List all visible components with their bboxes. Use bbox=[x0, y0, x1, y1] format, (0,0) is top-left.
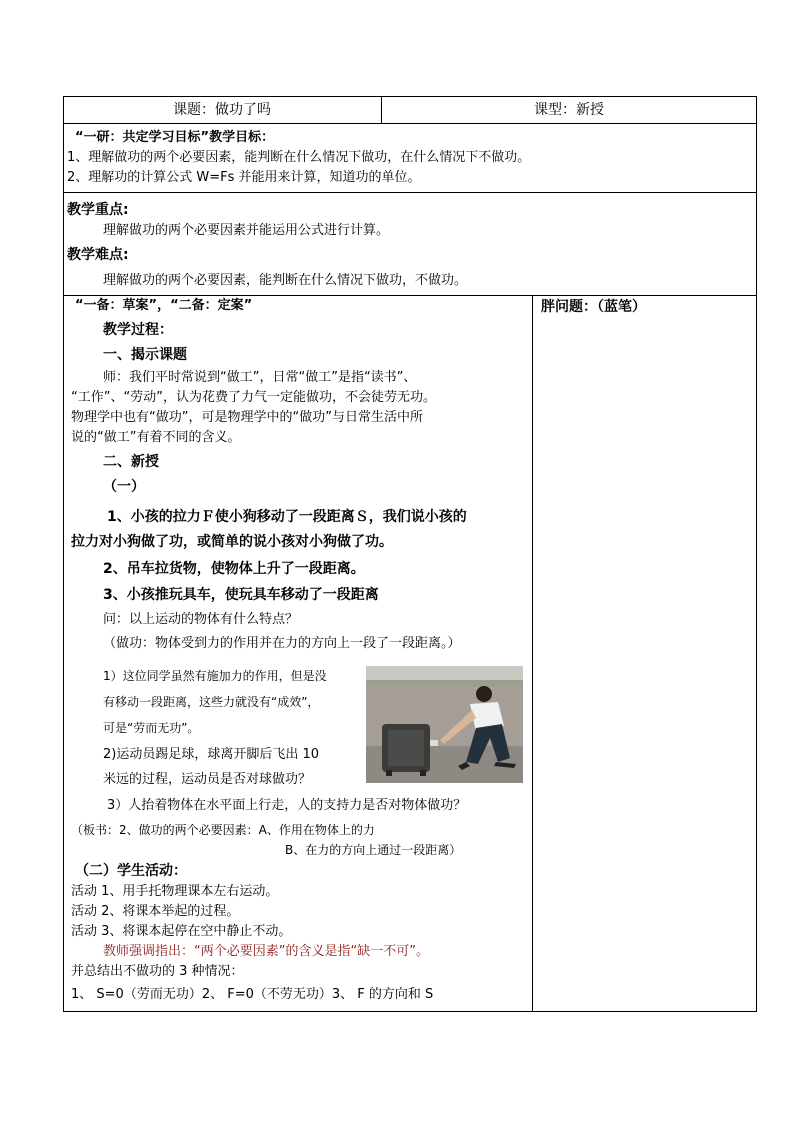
subsection-one: （一） bbox=[103, 479, 145, 495]
question-2-line: 米远的过程，运动员是否对球做功？ bbox=[103, 772, 312, 787]
activity-item: 活动 3、将课本起停在空中静止不动。 bbox=[71, 924, 292, 939]
activity-heading: （二）学生活动： bbox=[75, 863, 187, 879]
side-notes-cell bbox=[532, 295, 757, 1012]
difficult-point-text: 理解做功的两个必要因素，能判断在什么情况下做功，不做功。 bbox=[103, 273, 468, 288]
example-3: 3、小孩推玩具车，使玩具车移动了一段距离 bbox=[103, 587, 379, 603]
section-reveal-topic: 一、揭示课题 bbox=[103, 347, 187, 363]
difficult-point-heading: 教学难点: bbox=[67, 247, 129, 263]
example-1-line2: 拉力对小狗做了功，或简单的说小孩对小狗做了功。 bbox=[71, 534, 393, 550]
board-line-2: B、在力的方向上通过一段距离） bbox=[285, 843, 462, 857]
answer: （做功：物体受到力的作用并在力的方向上一段了一段距离。） bbox=[103, 636, 461, 651]
key-point-heading: 教学重点: bbox=[67, 202, 129, 218]
activity-item: 活动 1、用手托物理课本左右运动。 bbox=[71, 884, 279, 899]
process-heading: 教学过程： bbox=[103, 322, 173, 338]
question: 问：以上运动的物体有什么特点？ bbox=[103, 612, 299, 627]
prepare-heading: “一备：草案”，“二备：定案” bbox=[75, 298, 253, 313]
intro-line: 说的“做工”有着不同的含义。 bbox=[71, 430, 241, 445]
question-2-line: 2)运动员踢足球，球离开脚后飞出 10 bbox=[103, 747, 320, 762]
boy-pushing-suitcase-photo bbox=[366, 666, 523, 783]
question-1-line: 可是“劳而无功”。 bbox=[103, 721, 200, 735]
photo-drawing bbox=[366, 666, 523, 783]
goal-item: 1、理解做功的两个必要因素，能判断在什么情况下做功，在什么情况下不做功。 bbox=[67, 150, 531, 165]
no-work-cases: 1、 S=0（劳而无功）2、 F=0（不劳无功）3、 F 的方向和 S bbox=[71, 987, 434, 1002]
question-1-line: 有移动一段距离，这些力就没有“成效”， bbox=[103, 695, 320, 709]
summary: 并总结出不做功的 3 种情况： bbox=[71, 964, 244, 979]
question-3: 3）人抬着物体在水平面上行走，人的支持力是否对物体做功？ bbox=[107, 798, 467, 813]
side-heading: 胖问题：（蓝笔） bbox=[541, 299, 646, 315]
goals-heading: “一研：共定学习目标”教学目标： bbox=[75, 130, 275, 145]
example-2: 2、吊车拉货物，使物体上升了一段距离。 bbox=[103, 561, 365, 577]
activity-item: 活动 2、将课本举起的过程。 bbox=[71, 904, 240, 919]
question-1-line: 1）这位同学虽然有施加力的作用，但是没 bbox=[103, 669, 327, 683]
example-1-line1: 1、小孩的拉力Ｆ使小狗移动了一段距离Ｓ，我们说小孩的 bbox=[107, 509, 467, 525]
key-point-text: 理解做功的两个必要因素并能运用公式进行计算。 bbox=[103, 223, 390, 238]
lesson-type: 课型：新授 bbox=[534, 102, 604, 118]
board-line-1: （板书：2、做功的两个必要因素：A、作用在物体上的力 bbox=[71, 823, 375, 837]
intro-line: 物理学中也有“做功”，可是物理学中的“做功”与日常生活中所 bbox=[71, 410, 423, 425]
intro-line: “工作”、“劳动”，认为花费了力气一定能做功，不会徒劳无功。 bbox=[71, 390, 436, 405]
teacher-emphasis: 教师强调指出：“两个必要因素”的含义是指“缺一不可”。 bbox=[103, 944, 429, 959]
intro-line: 师：我们平时常说到“做工”，日常“做工”是指“读书”、 bbox=[103, 370, 417, 385]
lesson-topic: 课题：做功了吗 bbox=[173, 102, 271, 118]
goal-item: 2、理解功的计算公式 W=Fs 并能用来计算，知道功的单位。 bbox=[67, 170, 421, 185]
section-new-lesson: 二、新授 bbox=[103, 454, 159, 470]
